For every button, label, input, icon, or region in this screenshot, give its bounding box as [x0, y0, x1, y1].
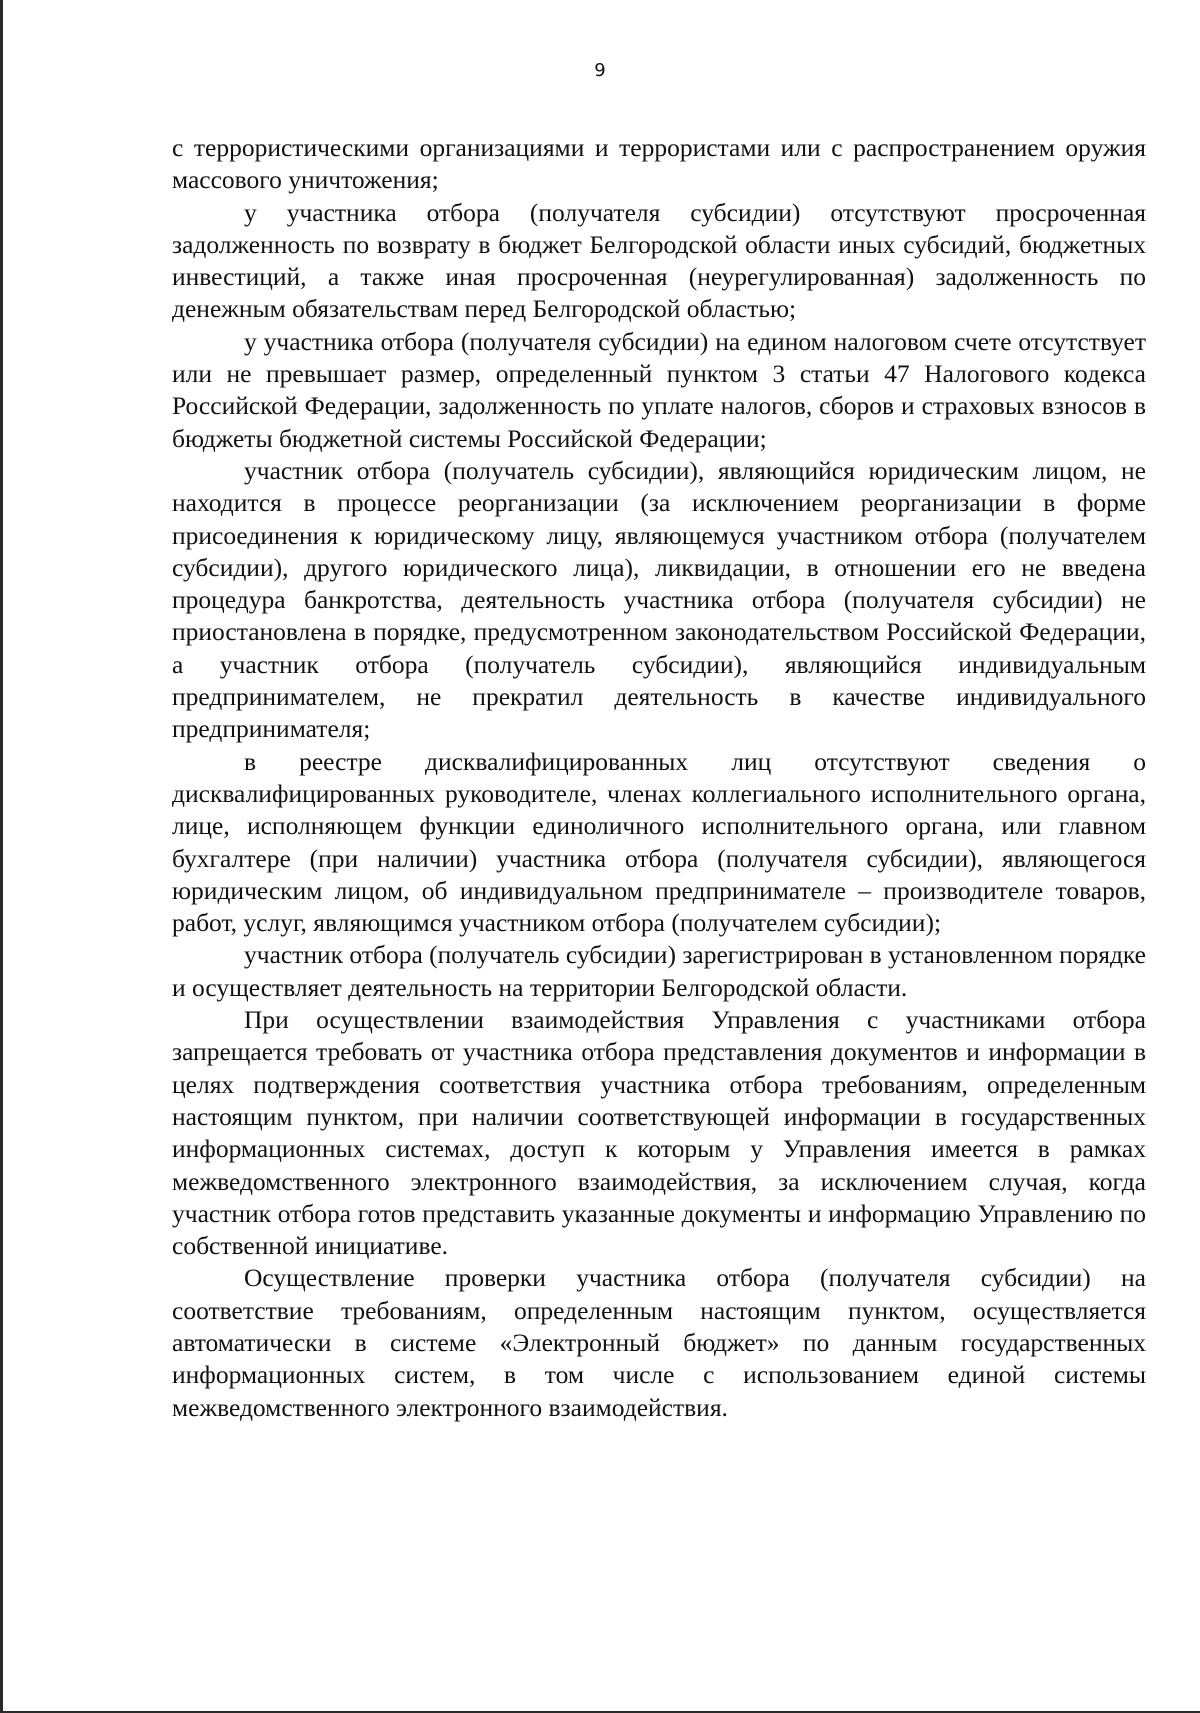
scan-edge-left: [0, 0, 3, 1713]
paragraph-disqualified-registry: в реестре дисквалифицированных лиц отсутствуют сведения о дисквалифицированных руководителе, членах коллегиального исполнительного органа, лице, исполняющем функции единоличного исполнительного органа, или главном бухгалтере (при наличии) участника отбора (получателя субсидии), являющегося юридическим лицом, об индивидуальном предпринимателе – производителе товаров, работ, услуг, являющимся участником отбора (получателем субсидии);: [172, 746, 1146, 938]
paragraph-verification: Осуществление проверки участника отбора (получателя субсидии) на соответствие требованиям, определенным настоящим пунктом, осуществляется автоматически в системе «Электронный бюджет» по данным государственных информационных систем, в том числе с использованием единой системы межведомственного электронного взаимодействия.: [172, 1263, 1146, 1422]
paragraph-interaction: При осуществлении взаимодействия Управления с участниками отбора запрещается требовать от участника отбора представления документов и информации в целях подтверждения соответствия участника отбора требованиям, определенным настоящим пунктом, при наличии соответствующей информации в государственных информационных системах, доступ к которым у Управления имеется в рамках межведомственного электронного взаимодействия, за исключением случая, когда участник отбора готов представить указанные документы и информацию Управлению по собственной инициативе.: [172, 1005, 1146, 1261]
paragraph-tax-debt: у участника отбора (получателя субсидии) на едином налоговом счете отсутствует или не превышает размер, определенный пунктом 3 статьи 47 Налогового кодекса Российской Федерации, задолженность по уплате налогов, сборов и страховых взносов в бюджеты бюджетной системы Российской Федерации;: [172, 326, 1146, 453]
paragraph-continuation: с террористическими организациями и террористами или с распространением оружия массового уничтожения;: [172, 133, 1146, 195]
document-body: [172, 132, 1146, 1424]
paragraph-registration: участник отбора (получатель субсидии) зарегистрирован в установленном порядке и осуществляет деятельность на территории Белгородской области.: [172, 940, 1146, 1002]
paragraph-budget-debt: у участника отбора (получателя субсидии) отсутствуют просроченная задолженность по возврату в бюджет Белгородской области иных субсидий, бюджетных инвестиций, а также иная просроченная (неурегулированная) задолженность по денежным обязательствам перед Белгородской областью;: [172, 197, 1146, 324]
paragraph-reorganization: участник отбора (получатель субсидии), являющийся юридическим лицом, не находится в процессе реорганизации (за исключением реорганизации в форме присоединения к юридическому лицу, являющемуся участником отбора (получателем субсидии), другого юридического лица), ликвидации, в отношении его не введена процедура банкротства, деятельность участника отбора (получателя субсидии) не приостановлена в порядке, предусмотренном законодательством Российской Федерации, а участник отбора (получатель субсидии), являющийся индивидуальным предпринимателем, не прекратил деятельность в качестве индивидуального предпринимателя;: [172, 455, 1146, 744]
page-number: 9: [594, 60, 606, 81]
